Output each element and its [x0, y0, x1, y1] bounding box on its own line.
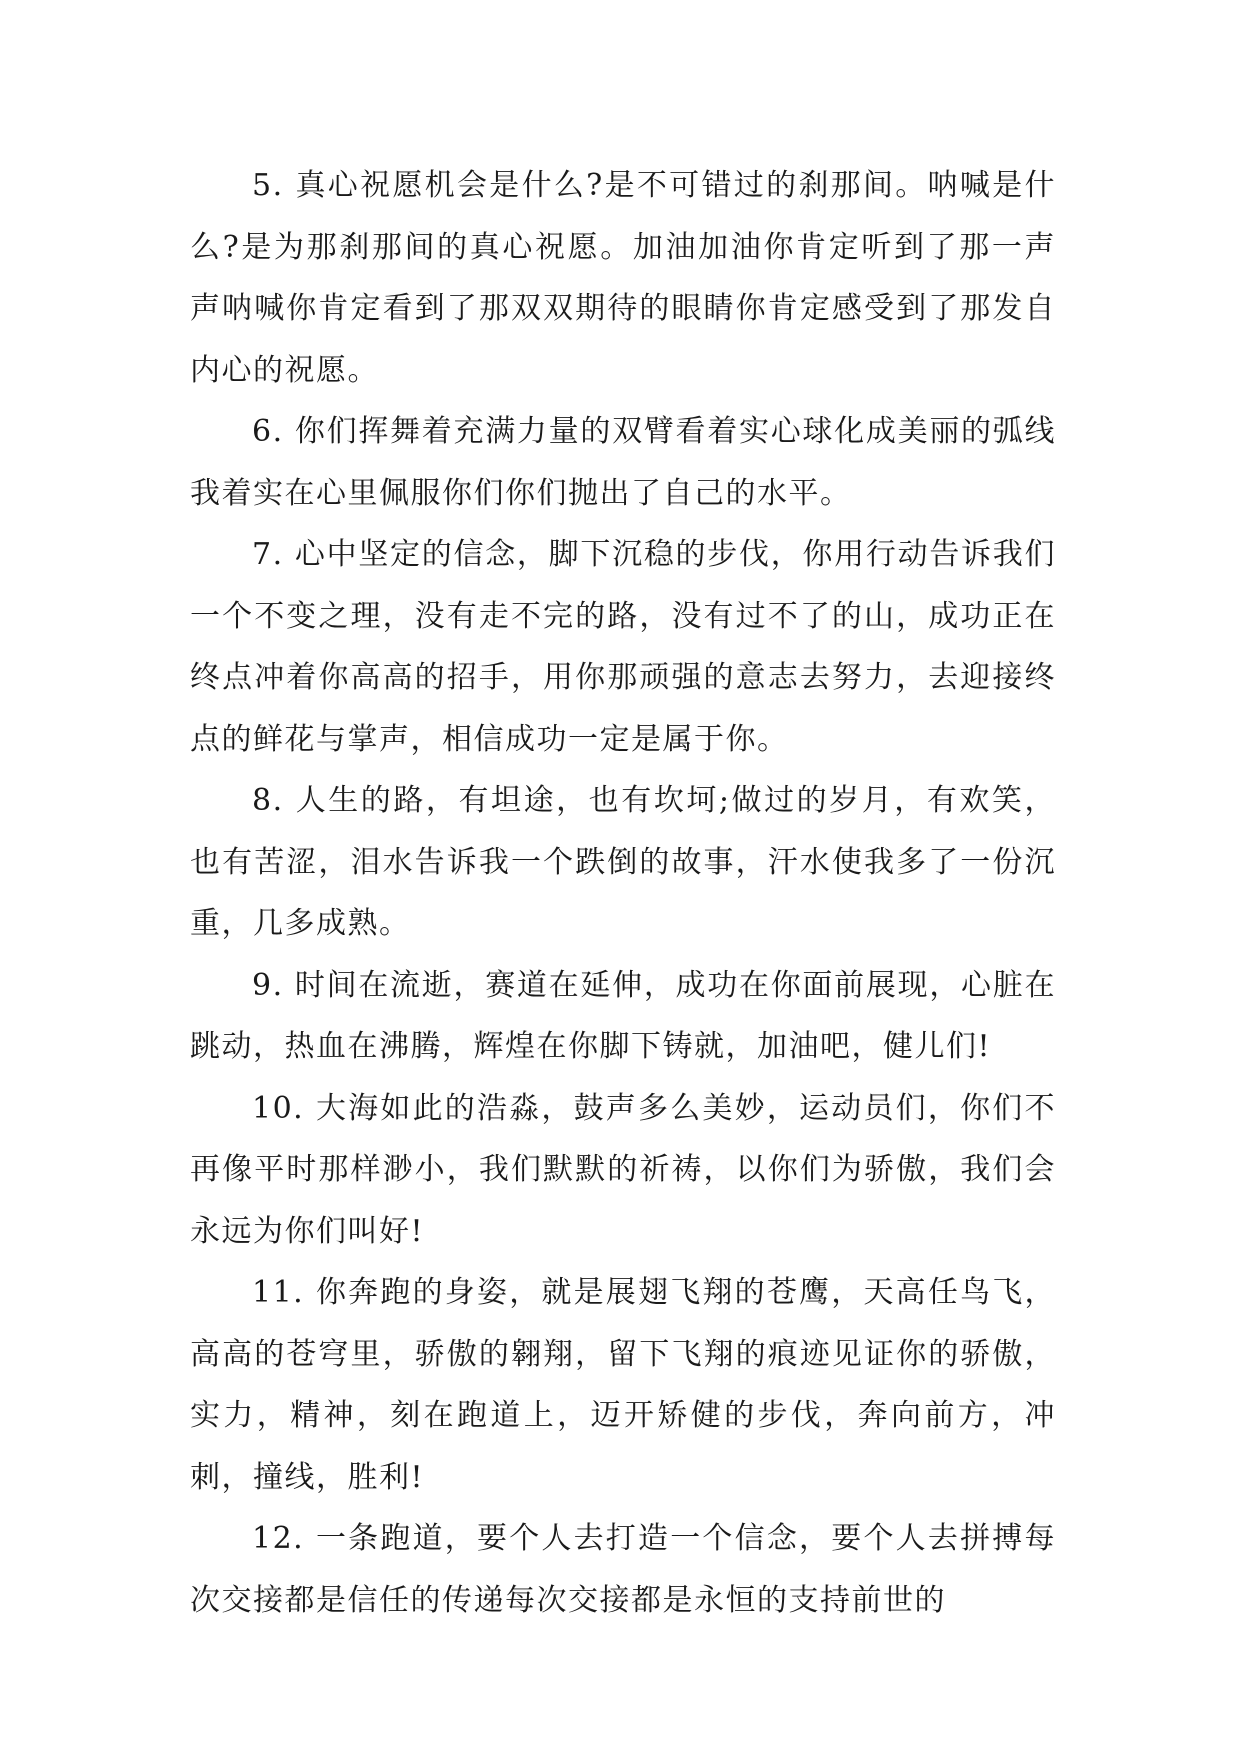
paragraph-11: 11. 你奔跑的身姿，就是展翅飞翔的苍鹰，天高任鸟飞，高高的苍穹里，骄傲的翱翔，留下飞翔的痕迹见证你的骄傲，实力，精神，刻在跑道上，迈开矫健的步伐，奔向前方，冲刺，撞线，胜利! — [190, 1275, 1056, 1495]
paragraph-10: 10. 大海如此的浩淼，鼓声多么美妙，运动员们，你们不再像平时那样渺小，我们默默的祈祷，以你们为骄傲，我们会永远为你们叫好! — [190, 1090, 1056, 1249]
paragraph-6: 6. 你们挥舞着充满力量的双臂看着实心球化成美丽的弧线我着实在心里佩服你们你们抛出了自己的水平。 — [190, 414, 1056, 511]
document-body — [190, 155, 1056, 1631]
paragraph-12: 12. 一条跑道，要个人去打造一个信念，要个人去拼搏每次交接都是信任的传递每次交接都是永恒的支持前世的 — [190, 1521, 1056, 1618]
paragraph-7: 7. 心中坚定的信念，脚下沉稳的步伐，你用行动告诉我们一个不变之理，没有走不完的路，没有过不了的山，成功正在终点冲着你高高的招手，用你那顽强的意志去努力，去迎接终点的鲜花与掌声，相信成功一定是属于你。 — [190, 537, 1056, 757]
paragraph-9: 9. 时间在流逝，赛道在延伸，成功在你面前展现，心脏在跳动，热血在沸腾，辉煌在你脚下铸就，加油吧，健儿们! — [190, 967, 1056, 1064]
paragraph-5: 5. 真心祝愿机会是什么?是不可错过的刹那间。呐喊是什么?是为那刹那间的真心祝愿。加油加油你肯定听到了那一声声呐喊你肯定看到了那双双期待的眼睛你肯定感受到了那发自内心的祝愿。 — [190, 168, 1056, 388]
paragraph-8: 8. 人生的路，有坦途，也有坎坷;做过的岁月，有欢笑，也有苦涩，泪水告诉我一个跌倒的故事，汗水使我多了一份沉重，几多成熟。 — [190, 783, 1056, 941]
